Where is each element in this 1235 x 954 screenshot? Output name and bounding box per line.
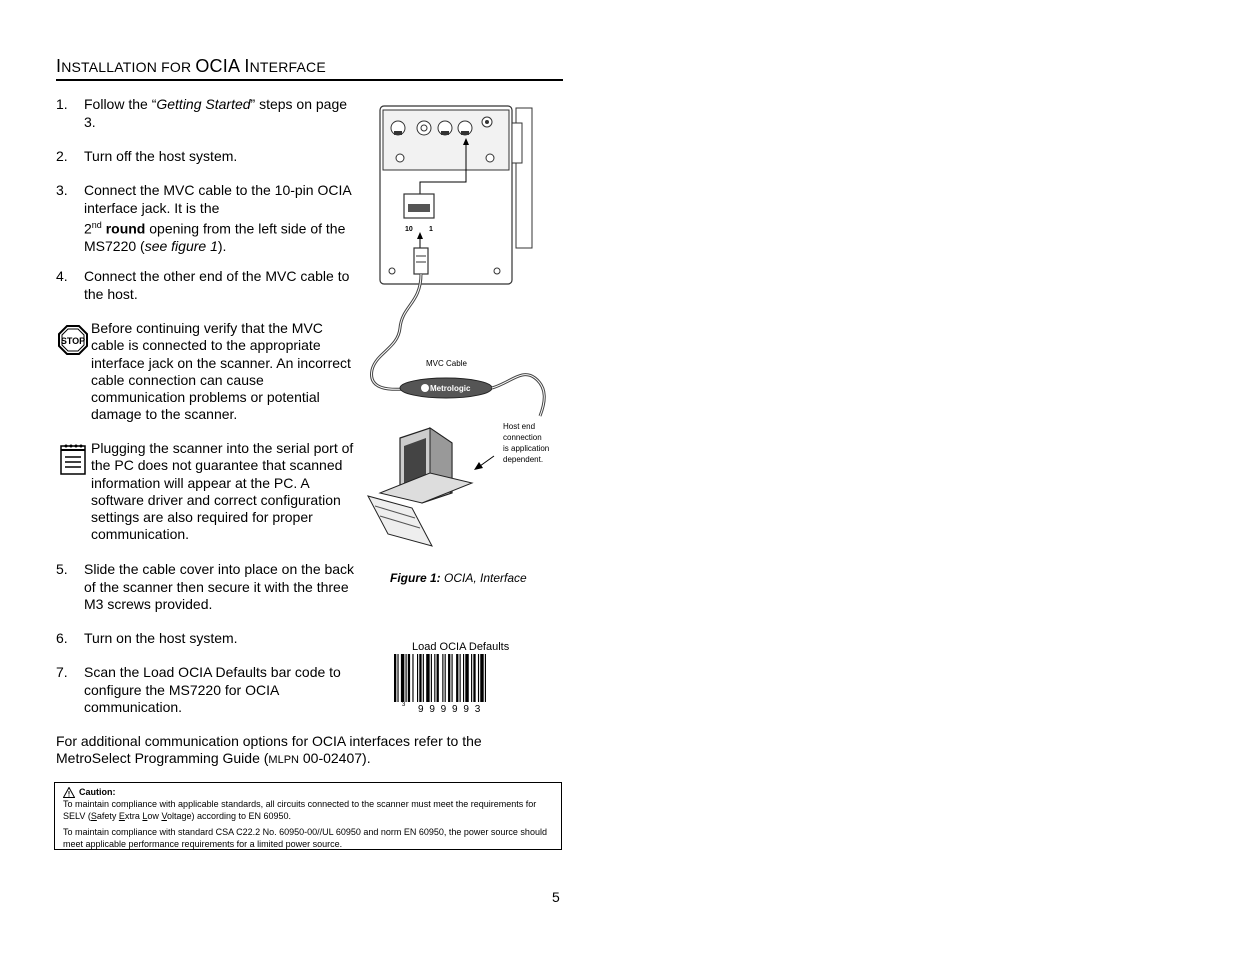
barcode-bar: [431, 654, 432, 702]
host-note-line-2: connection: [503, 433, 542, 442]
section-heading: [56, 56, 563, 81]
heading-cap-i: I: [56, 56, 62, 76]
barcode-bar: [412, 654, 413, 702]
step-number: 3.: [56, 182, 68, 198]
step-text: Turn off the host system.: [84, 148, 238, 164]
step-number: 7.: [56, 664, 68, 680]
caution-box: [54, 782, 562, 850]
barcode-bar: [406, 654, 407, 702]
step-text: Scan the Load OCIA Defaults bar code to configure the MS7220 for OCIA communication.: [84, 664, 341, 715]
barcode-bar: [394, 654, 396, 702]
step-text: Turn on the host system.: [84, 630, 238, 646]
mvc-cable: [372, 274, 421, 389]
barcode-bar: [419, 654, 421, 702]
step-text: Connect the MVC cable to the 10-pin OCIA interface jack. It is the 2nd round opening from the left side of the MS7220 (see figure 1).: [84, 182, 351, 255]
barcode-bar: [460, 654, 461, 702]
host-note-line-1: Host end: [503, 422, 536, 431]
host-computer-icon: [368, 428, 472, 546]
step-number: 2.: [56, 148, 68, 164]
warning-triangle-icon: [63, 787, 75, 798]
barcode-bar: [448, 654, 450, 702]
barcode-bar: [471, 654, 472, 702]
step-number: 4.: [56, 268, 68, 284]
barcode-bar: [463, 654, 464, 702]
step-text: Slide the cable cover into place on the back of the scanner then secure it with the three M3 screws provided.: [84, 561, 355, 612]
barcode-bar: [437, 654, 439, 702]
barcode-bar: [401, 654, 404, 702]
barcode-lead-digit: 3: [402, 702, 406, 708]
heading-smallcaps-2: NTERFACE: [249, 59, 326, 75]
step-number: 1.: [56, 96, 68, 112]
step-number: 5.: [56, 561, 68, 577]
barcode-bar: [485, 654, 486, 702]
barcode-bar: [426, 654, 429, 702]
barcode-digits: 9 9 9 9 9 3: [418, 704, 482, 714]
barcode-bar: [445, 654, 446, 702]
host-note-line-4: dependent.: [503, 455, 544, 464]
stop-sign-icon: [58, 322, 88, 356]
mvc-cable-label: MVC Cable: [426, 359, 467, 368]
caution-paragraph-1: To maintain compliance with applicable standards, all circuits connected to the scanner must meet the requirements for SELV (Safety Extra Low Voltage) according to EN 60950.: [63, 799, 537, 821]
barcode-bar: [473, 654, 475, 702]
cable-plug: [414, 248, 428, 274]
notepad-icon: [58, 442, 88, 476]
host-note-line-3: is application: [503, 444, 550, 453]
pin-label-1: 1: [429, 226, 433, 233]
step-text: Follow the “Getting Started” steps on page 3.: [84, 96, 348, 130]
figure-caption: Figure 1: OCIA, Interface: [390, 571, 527, 585]
barcode-bar: [417, 654, 418, 702]
info-note-text: Plugging the scanner into the serial port of the PC does not guarantee that scanned information will appear at the PC. A software driver and correct configuration settings are also required for proper communication.: [91, 440, 354, 543]
barcode-bar: [408, 654, 410, 702]
page-number: 5: [552, 889, 560, 905]
barcode-bar: [397, 654, 398, 702]
metrologic-logo: Metrologic: [430, 384, 471, 393]
heading-ocia: OCIA: [195, 56, 240, 76]
barcode-bar: [465, 654, 468, 702]
barcode-title: Load OCIA Defaults: [412, 641, 510, 653]
pin-label-10: 10: [405, 226, 413, 233]
step-number: 6.: [56, 630, 68, 646]
additional-options-paragraph: For additional communication options for OCIA interfaces refer to the MetroSelect Programming Guide (MLPN 00-02407).: [56, 733, 482, 766]
heading-cap-i-2: I: [239, 56, 250, 76]
stop-sign-text: STOP: [60, 336, 86, 346]
ocia-connection-figure: [360, 98, 560, 548]
barcode-bar: [442, 654, 443, 702]
barcode-bar: [480, 654, 483, 702]
load-ocia-defaults-barcode[interactable]: [390, 652, 530, 714]
heading-smallcaps-1: NSTALLATION FOR: [61, 59, 196, 75]
barcode-bar: [423, 654, 424, 702]
barcode-bar: [456, 654, 458, 702]
step-text: Connect the other end of the MVC cable to the host.: [84, 268, 350, 302]
stop-warning-text: Before continuing verify that the MVC cable is connected to the appropriate interface jack on the scanner. An incorrect cable connection can cause communication problems or potential damage to the scanner.: [91, 320, 351, 423]
barcode-bar: [478, 654, 479, 702]
barcode-bar: [434, 654, 435, 702]
caution-title: Caution:: [63, 786, 553, 798]
barcode-bar: [452, 654, 453, 702]
caution-paragraph-2: To maintain compliance with standard CSA C22.2 No. 60950-00//UL 60950 and norm EN 60950, the power source should meet applicable performance requirements for a limited power source.: [63, 827, 547, 849]
